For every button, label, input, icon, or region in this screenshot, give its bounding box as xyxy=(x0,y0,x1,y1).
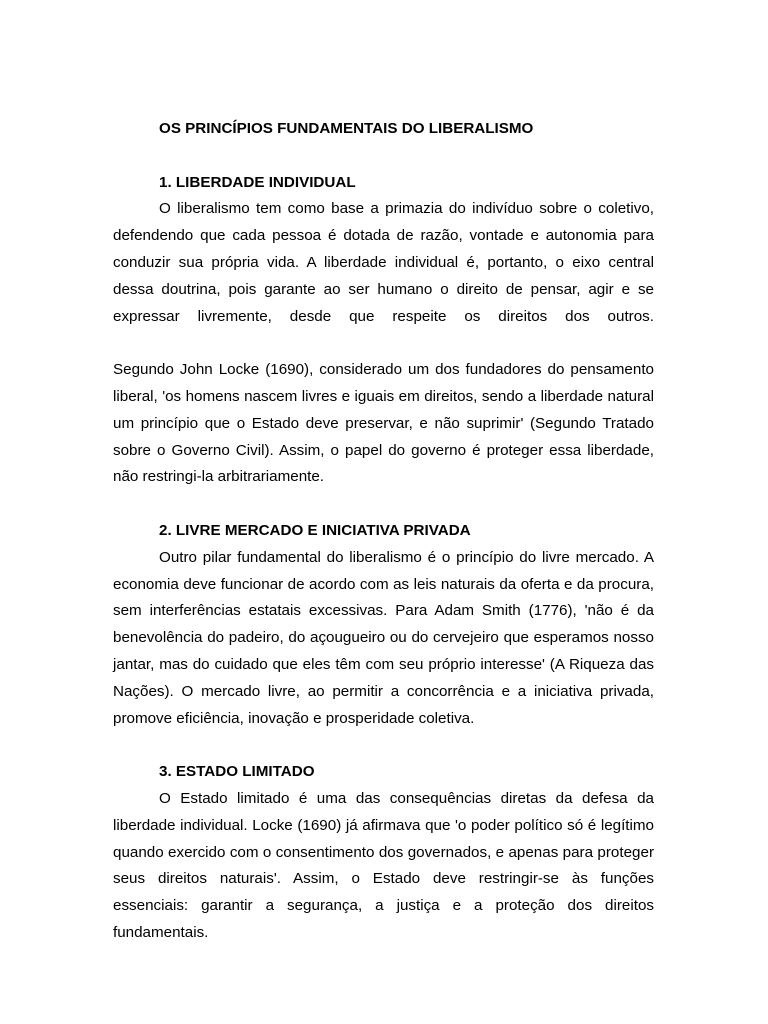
section-livre-mercado xyxy=(113,518,654,732)
section-gap xyxy=(113,732,654,759)
section-liberdade-individual xyxy=(113,170,654,492)
paragraph-gap xyxy=(113,330,654,357)
section-heading: 2. LIVRE MERCADO E INICIATIVA PRIVADA xyxy=(159,521,471,539)
paragraph: Segundo John Locke (1690), considerado um dos fundadores do pensamento liberal, 'os homens nascem livres e iguais em direitos, sendo a liberdade natural um princípio que o Estado deve preservar, e não suprimir' (Segundo Tratado sobre o Governo Civil). Assim, o papel do governo é proteger essa liberdade, não restringi-la arbitrariamente. xyxy=(113,361,654,486)
section-heading: 3. ESTADO LIMITADO xyxy=(159,763,315,781)
paragraph: Outro pilar fundamental do liberalismo é o princípio do livre mercado. A economia deve funcionar de acordo com as leis naturais da oferta e da procura, sem interferências estatais excessivas. Para Adam Smith (1776), 'não é da benevolência do padeiro, do açougueiro ou do cervejeiro que esperamos nosso jantar, mas do cuidado que eles têm com seu próprio interesse' (A Riqueza das Nações). O mercado livre, ao permitir a concorrência e a iniciativa privada, promove eficiência, inovação e prosperidade coletiva. xyxy=(113,548,654,727)
section-gap xyxy=(113,491,654,518)
document-page xyxy=(113,116,654,947)
section-heading: 1. LIBERDADE INDIVIDUAL xyxy=(159,173,356,191)
paragraph: O Estado limitado é uma das consequências diretas da defesa da liberdade individual. Locke (1690) já afirmava que 'o poder político só é legítimo quando exercido com o consentimento dos governados, e apenas para proteger seus direitos naturais'. Assim, o Estado deve restringir-se às funções essenciais: garantir a segurança, a justiça e a proteção dos direitos fundamentais. xyxy=(113,789,654,941)
section-estado-limitado xyxy=(113,759,654,947)
document-title: OS PRINCÍPIOS FUNDAMENTAIS DO LIBERALISMO xyxy=(159,120,534,137)
paragraph: O liberalismo tem como base a primazia do indivíduo sobre o coletivo, defendendo que cada pessoa é dotada de razão, vontade e autonomia para conduzir sua própria vida. A liberdade individual é, portanto, o eixo central dessa doutrina, pois garante ao ser humano o direito de pensar, agir e se expressar livremente, desde que respeite os direitos dos outros. xyxy=(113,200,654,325)
